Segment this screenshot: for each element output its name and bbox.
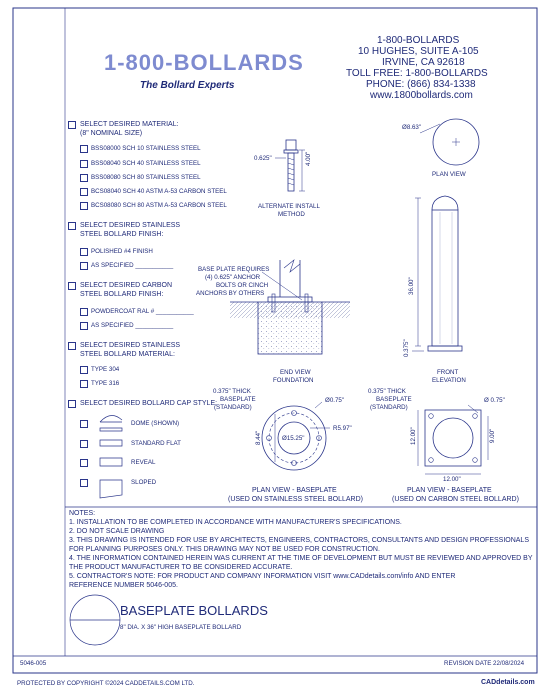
ss-material-section-checkbox[interactable] (68, 342, 76, 350)
cs-baseplate-thickness: 0.375" THICK (368, 388, 406, 395)
cap-option-checkbox[interactable] (80, 440, 88, 448)
cs-finish-option-label: AS SPECIFIED ___________ (91, 322, 174, 329)
tagline: The Bollard Experts (140, 80, 235, 91)
front-elevation-label-2: ELEVATION (432, 377, 466, 384)
cap-option-checkbox[interactable] (80, 459, 88, 467)
material-option-checkbox[interactable] (80, 202, 88, 210)
ss-finish-option-label: POLISHED #4 FINISH (91, 248, 153, 255)
ss-baseplate-thickness-3: (STANDARD) (214, 404, 252, 411)
front-elevation-drawing (412, 196, 462, 351)
ss-material-option-checkbox[interactable] (80, 380, 88, 388)
cs-finish-subtitle: STEEL BOLLARD FINISH: (80, 291, 164, 298)
revision-date: REVISION DATE 22/08/2024 (444, 660, 525, 667)
front-elevation-label: FRONT (437, 369, 459, 376)
front-elevation-plate: 0.375" (403, 339, 410, 357)
cap-option-label: SLOPED (131, 479, 157, 486)
ss-material-title: SELECT DESIRED STAINLESS (80, 342, 181, 349)
material-title: SELECT DESIRED MATERIAL: (80, 121, 179, 128)
cap-option-label: STANDARD FLAT (131, 440, 181, 447)
cap-option-label: REVEAL (131, 459, 156, 466)
plan-view-label: PLAN VIEW (432, 171, 466, 178)
cs-baseplate-bottom-dim: 12.00" (443, 476, 461, 483)
ss-finish-section-checkbox[interactable] (68, 222, 76, 230)
copyright: PROTECTED BY COPYRIGHT ©2024 CADDETAILS.COM LTD. (17, 680, 195, 687)
ss-finish-option-checkbox[interactable] (80, 248, 88, 256)
logo-text: 1-800-BOLLARDS (104, 50, 304, 75)
cs-finish-option-label: POWDERCOAT RAL # ___________ (91, 308, 194, 315)
cs-baseplate-drawing (418, 405, 488, 474)
cap-option-label: DOME (SHOWN) (131, 420, 180, 427)
note-line: REFERENCE NUMBER 5046-005. (69, 582, 178, 589)
ss-baseplate-circle-dim: Ø15.25" (282, 435, 305, 442)
material-subtitle: (8" NOMINAL SIZE) (80, 130, 143, 137)
end-view-note: (4) 0.625" ANCHOR (205, 274, 261, 281)
cap-option-checkbox[interactable] (80, 479, 88, 487)
cs-baseplate-thickness-2: BASEPLATE (376, 396, 412, 403)
note-line: FOR PLANNING PURPOSES ONLY. THIS DRAWING MAY NOT BE USED FOR CONSTRUCTION. (69, 546, 380, 553)
ss-baseplate-thickness: 0.375" THICK (213, 388, 251, 395)
note-line: 1. INSTALLATION TO BE COMPLETED IN ACCORDANCE WITH MANUFACTURER'S SPECIFICATIONS. (69, 519, 402, 526)
caddetails-link[interactable]: CADdetails.com (481, 679, 535, 686)
note-line: 2. DO NOT SCALE DRAWING (69, 528, 165, 535)
cap-option-checkbox[interactable] (80, 420, 88, 428)
cs-finish-title: SELECT DESIRED CARBON (80, 282, 173, 289)
alt-install-label: ALTERNATE INSTALL (258, 203, 320, 210)
cs-baseplate-hole-dim: Ø 0.75" (484, 397, 505, 404)
ss-material-subtitle: STEEL BOLLARD MATERIAL: (80, 351, 175, 358)
company-website: www.1800bollards.com (370, 90, 473, 101)
note-line: 4. THE INFORMATION CONTAINED HEREIN WAS CURRENT AT THE TIME OF DEVELOPMENT BUT MUST BE REVIEWED AND APPROVED BY (69, 555, 533, 562)
title-block-circle (70, 595, 120, 645)
material-option-checkbox[interactable] (80, 188, 88, 196)
company-name: 1-800-BOLLARDS (377, 35, 460, 46)
cap-section-checkbox[interactable] (68, 400, 76, 408)
plan-view-drawing (420, 119, 479, 165)
ss-baseplate-radius: R5.97" (333, 425, 352, 432)
company-address-2: IRVINE, CA 92618 (382, 57, 465, 68)
cs-finish-option-checkbox[interactable] (80, 308, 88, 316)
ss-material-option-label: TYPE 316 (91, 380, 120, 387)
company-phone: PHONE: (866) 834-1338 (366, 79, 476, 90)
ss-finish-option-checkbox[interactable] (80, 262, 88, 270)
end-view-label: END VIEW (280, 369, 311, 376)
material-option-checkbox[interactable] (80, 145, 88, 153)
cs-baseplate-thickness-3: (STANDARD) (370, 404, 408, 411)
end-view-note: ANCHORS BY OTHERS (196, 290, 265, 297)
note-line: THE PRODUCT MANUFACTURER TO BE CONSIDERED ACCURATE. (69, 564, 293, 571)
material-option-checkbox[interactable] (80, 174, 88, 182)
material-option-label: BSS08040 SCH 40 STAINLESS STEEL (91, 160, 201, 167)
drawing-title: BASEPLATE BOLLARDS (120, 603, 268, 618)
material-option-checkbox[interactable] (80, 160, 88, 168)
ss-finish-option-label: AS SPECIFIED ___________ (91, 262, 174, 269)
cs-baseplate-label-2: (USED ON CARBON STEEL BOLLARD) (392, 496, 519, 503)
company-address-1: 10 HUGHES, SUITE A-105 (358, 46, 479, 57)
material-option-label: BSS08000 SCH 10 STAINLESS STEEL (91, 145, 201, 152)
cs-baseplate-right-dim: 9.00" (489, 428, 496, 443)
ss-finish-title: SELECT DESIRED STAINLESS (80, 222, 181, 229)
alt-install-length-dim: 4.00" (305, 151, 312, 166)
ss-baseplate-side-dim: 8.44" (255, 430, 262, 445)
material-option-label: BCS08040 SCH 40 ASTM A-53 CARBON STEEL (91, 188, 227, 195)
ss-material-option-label: TYPE 304 (91, 366, 120, 373)
ss-baseplate-label: PLAN VIEW - BASEPLATE (252, 487, 337, 494)
anchor-bolt-drawing (275, 140, 305, 191)
material-option-label: BSS08080 SCH 80 STAINLESS STEEL (91, 174, 201, 181)
cap-title: SELECT DESIRED BOLLARD CAP STYLE: (80, 400, 218, 407)
end-view-label-2: FOUNDATION (273, 377, 314, 384)
cs-baseplate-left-dim: 12.00" (410, 427, 417, 445)
drawing-reference: 5046-005 (20, 660, 47, 667)
ss-material-option-checkbox[interactable] (80, 366, 88, 374)
material-section-checkbox[interactable] (68, 121, 76, 129)
front-elevation-height: 36.00" (408, 277, 415, 295)
cs-finish-section-checkbox[interactable] (68, 282, 76, 290)
cs-baseplate-label: PLAN VIEW - BASEPLATE (407, 487, 492, 494)
ss-finish-subtitle: STEEL BOLLARD FINISH: (80, 231, 164, 238)
material-option-label: BCS08080 SCH 80 ASTM A-53 CARBON STEEL (91, 202, 227, 209)
alt-install-width-dim: 0.625" (254, 155, 272, 162)
plan-view-diameter: Ø8.63" (402, 124, 422, 131)
drawing-subtitle: 8" DIA. X 36" HIGH BASEPLATE BOLLARD (120, 624, 242, 631)
notes-title: NOTES: (69, 510, 96, 517)
cap-style-icons (100, 415, 122, 498)
note-line: 3. THIS DRAWING IS INTENDED FOR USE BY ARCHITECTS, ENGINEERS, CONTRACTORS, CONSULTANTS AND DESIGN PROFESSIONALS (69, 537, 529, 544)
end-view-note: BASE PLATE REQUIRES (198, 266, 270, 273)
end-view-note: BOLTS OR CINCH (216, 282, 269, 289)
ss-baseplate-hole-dim: Ø0.75" (325, 397, 345, 404)
cs-finish-option-checkbox[interactable] (80, 322, 88, 330)
ss-baseplate-label-2: (USED ON STAINLESS STEEL BOLLARD) (228, 496, 363, 503)
alt-install-label-2: METHOD (278, 211, 305, 218)
note-line: 5. CONTRACTOR'S NOTE: FOR PRODUCT AND COMPANY INFORMATION VISIT www.CADdetails.com/info AND ENTER (69, 573, 456, 580)
ss-baseplate-thickness-2: BASEPLATE (220, 396, 256, 403)
company-tollfree: TOLL FREE: 1-800-BOLLARDS (346, 68, 488, 79)
